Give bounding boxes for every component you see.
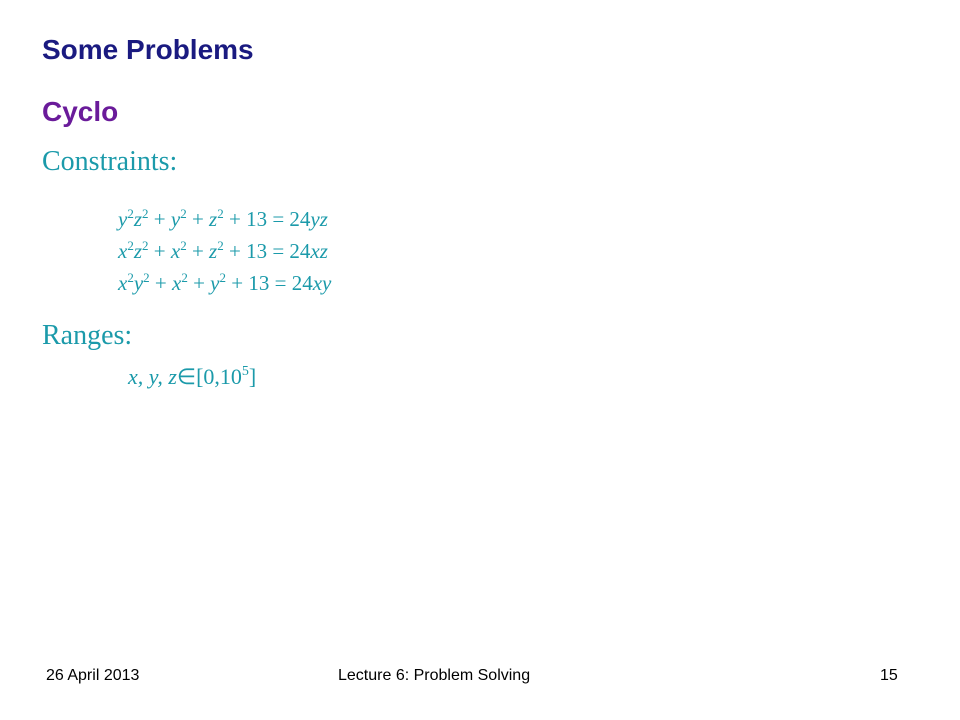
equation-3: $x^2y^2 + x^2 + y^2 + 13 = 24xy$ <box>118 270 332 295</box>
constraint-equations <box>118 203 331 299</box>
footer-lecture-title: Lecture 6: Problem Solving <box>338 667 531 684</box>
footer-page-number: 15 <box>880 667 898 684</box>
slide-title: Some Problems <box>42 34 254 65</box>
range-expression: x, y, z∈[0,10$^5$] <box>128 364 257 389</box>
equation-1: $y^2z^2 + y^2 + z^2 + 13 = 24yz$ <box>118 206 328 231</box>
constraints-heading: Constraints: <box>42 146 178 177</box>
equation-2: $x^2z^2 + x^2 + z^2 + 13 = 24xz$ <box>118 238 328 263</box>
element-of-symbol: ∈ <box>176 364 197 389</box>
slide-subtitle: Cyclo <box>42 96 119 127</box>
ranges-heading: Ranges: <box>42 320 133 351</box>
range-vars: x, y, z <box>128 364 177 389</box>
footer-date: 26 April 2013 <box>46 667 140 684</box>
